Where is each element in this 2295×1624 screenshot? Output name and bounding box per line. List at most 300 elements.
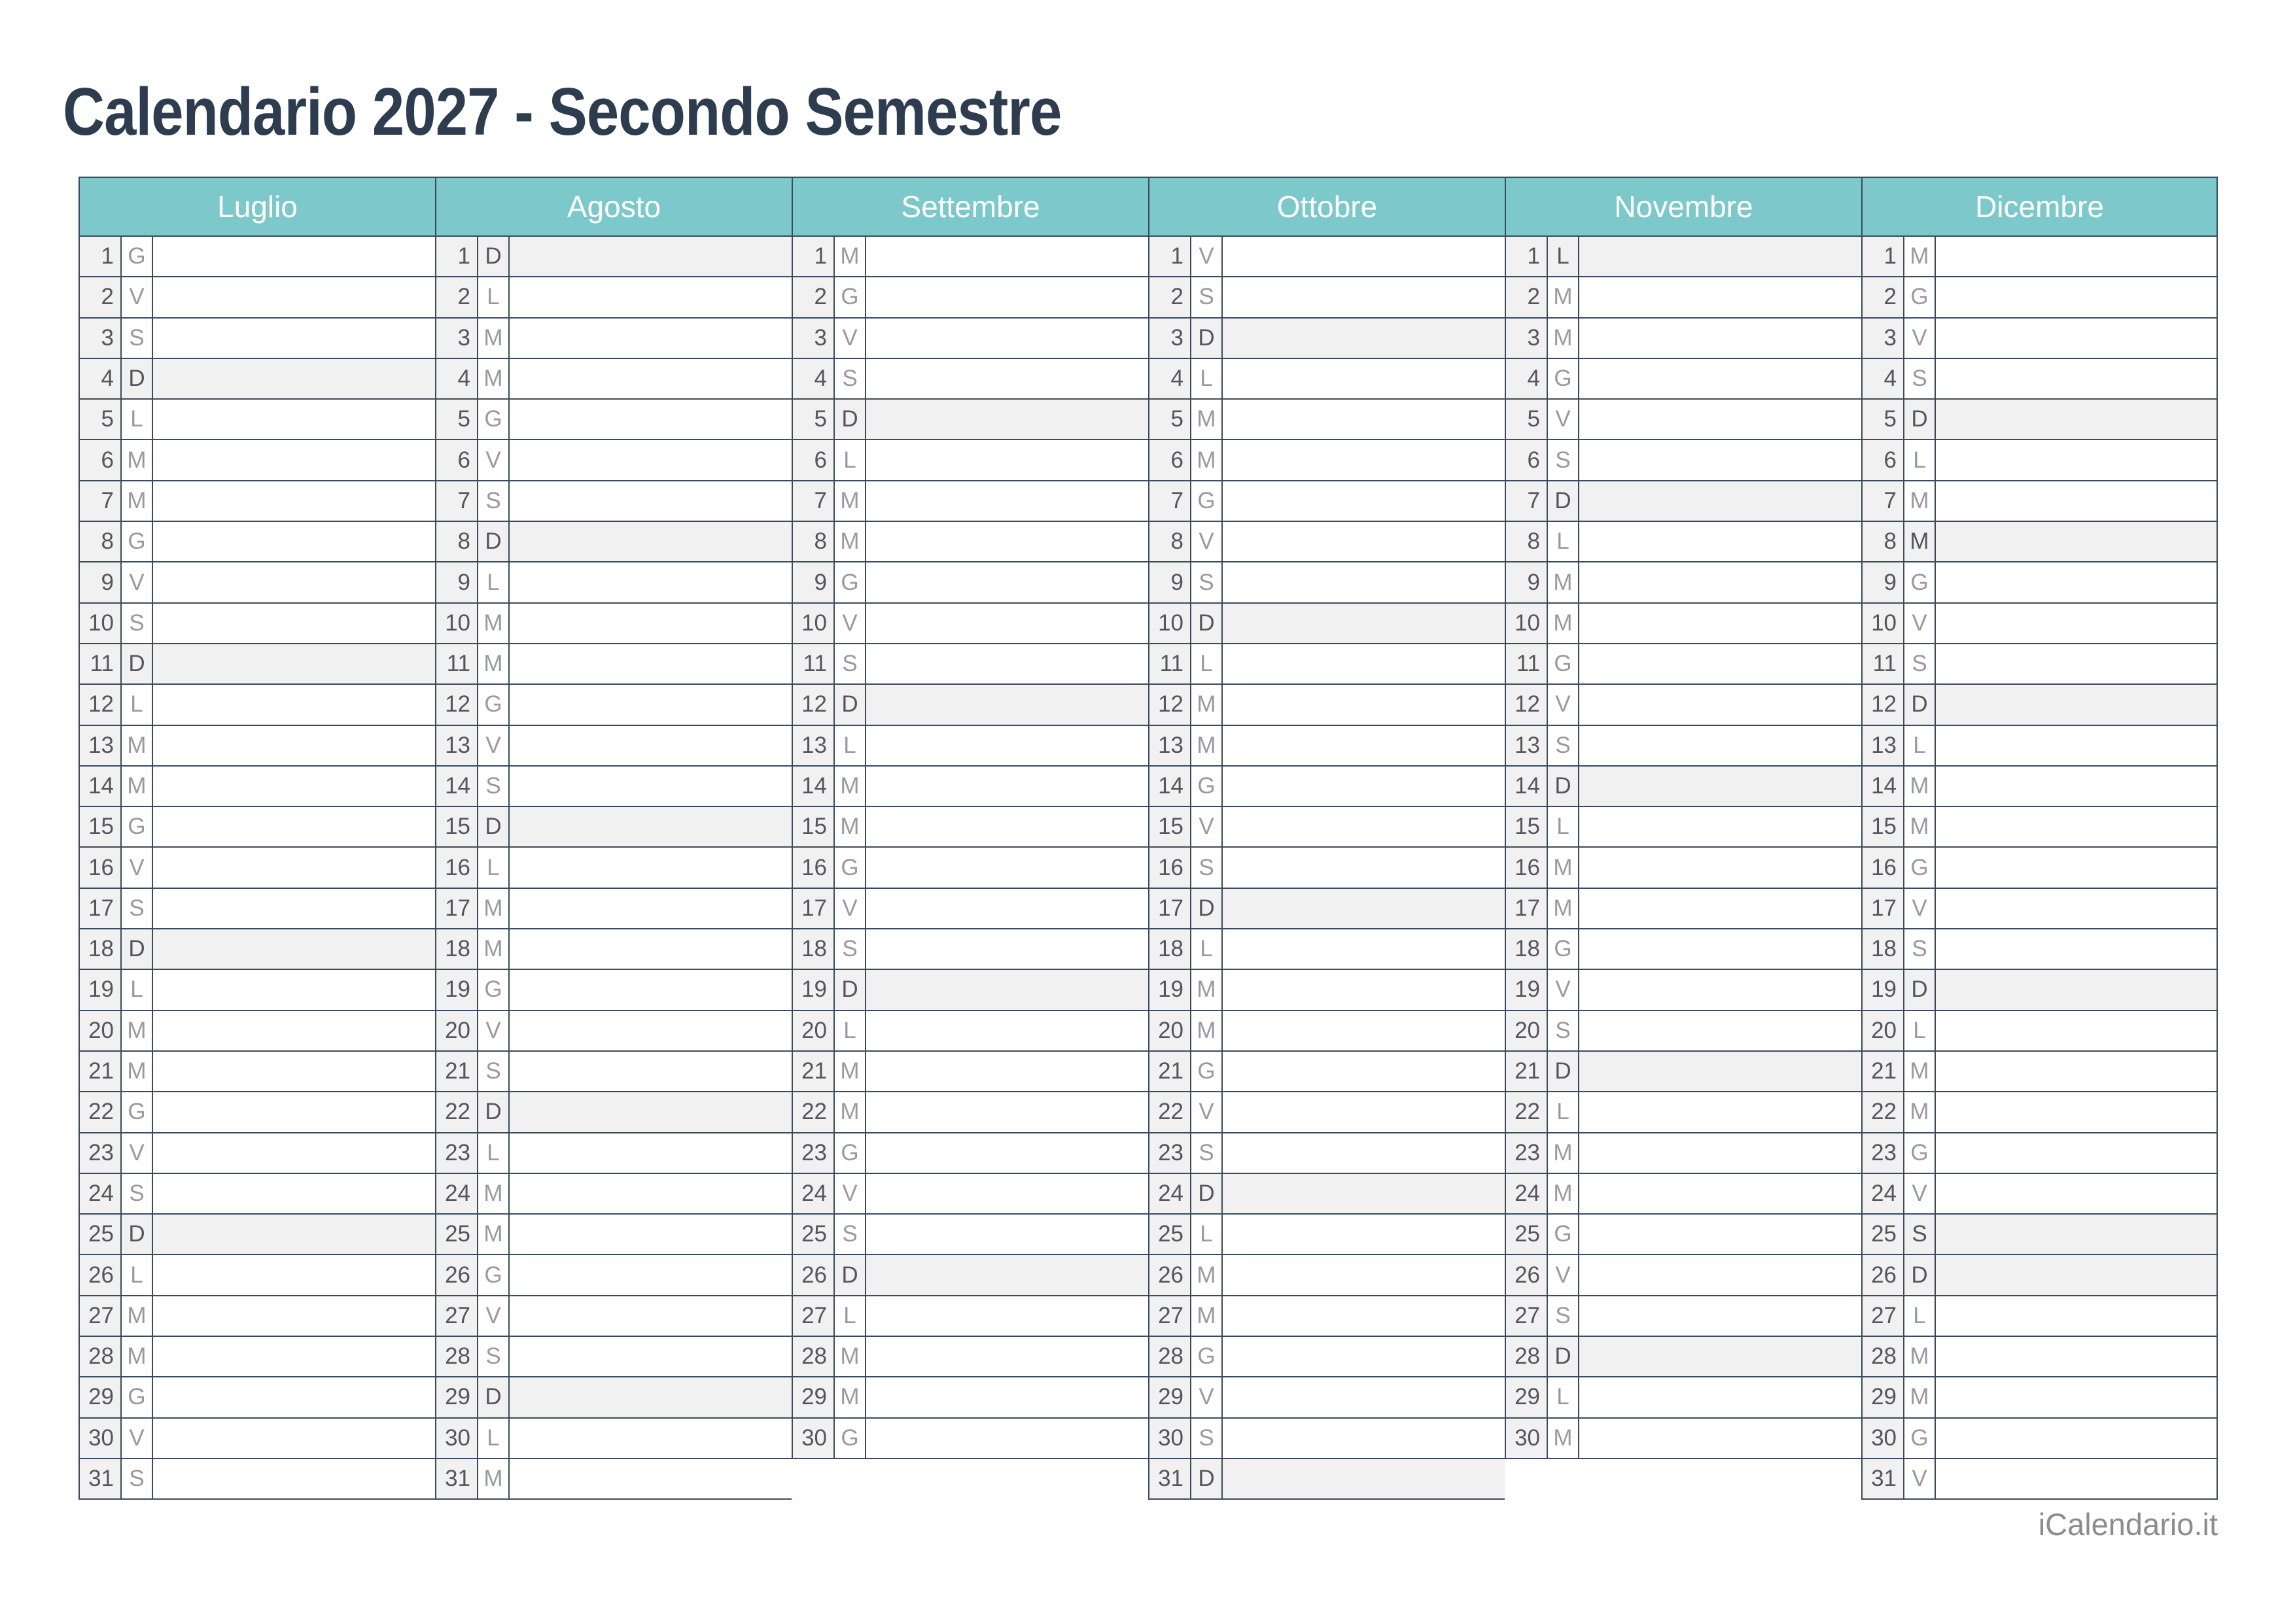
day-note-area	[153, 604, 435, 643]
month-header: Ottobre	[1149, 177, 1505, 237]
day-number: 15	[1506, 807, 1548, 846]
day-note-area	[1936, 237, 2216, 276]
weekday-letter: V	[1904, 1459, 1936, 1498]
day-number: 9	[793, 562, 835, 602]
day-note-area	[1936, 1255, 2216, 1294]
day-row	[1863, 481, 2216, 522]
day-row	[80, 604, 435, 644]
day-number: 14	[436, 767, 478, 806]
day-number: 4	[80, 359, 122, 398]
weekday-letter: V	[478, 1011, 510, 1050]
weekday-letter: M	[835, 767, 866, 806]
day-number: 15	[80, 807, 122, 846]
day-row	[793, 237, 1148, 277]
day-note-area	[1579, 1215, 1861, 1254]
day-row	[1863, 726, 2216, 767]
day-number: 20	[793, 1011, 835, 1050]
day-number: 16	[436, 848, 478, 887]
day-note-area	[153, 1459, 435, 1498]
day-number: 18	[1863, 929, 1904, 969]
day-note-area	[1223, 277, 1505, 317]
weekday-letter: V	[1548, 970, 1579, 1009]
weekday-letter: S	[1191, 848, 1223, 887]
day-row	[1506, 1419, 1861, 1459]
day-note-area	[510, 685, 792, 724]
weekday-letter: G	[1191, 767, 1223, 806]
weekday-letter: G	[835, 848, 866, 887]
day-row-holiday	[1506, 1052, 1861, 1092]
day-note-area	[1936, 1296, 2216, 1336]
day-row	[1863, 767, 2216, 807]
day-note-area	[1579, 1011, 1861, 1050]
day-row	[436, 481, 792, 522]
weekday-letter: L	[1904, 1011, 1936, 1050]
day-note-area	[1223, 1215, 1505, 1254]
day-note-area	[1579, 237, 1861, 276]
day-row	[436, 1174, 792, 1215]
day-row	[1149, 644, 1505, 685]
day-row	[793, 889, 1148, 929]
day-note-area	[866, 237, 1148, 276]
weekday-letter: V	[1904, 604, 1936, 643]
weekday-letter: V	[1191, 237, 1223, 276]
day-note-area	[1579, 277, 1861, 317]
weekday-letter: L	[1548, 237, 1579, 276]
day-row-holiday	[436, 807, 792, 848]
month-header: Dicembre	[1863, 177, 2216, 237]
day-note-area	[866, 970, 1148, 1009]
day-row	[793, 848, 1148, 888]
day-note-area	[866, 1337, 1148, 1376]
day-row	[1149, 1337, 1505, 1377]
weekday-letter: D	[1904, 400, 1936, 439]
day-number: 8	[1863, 522, 1904, 561]
day-note-area	[1579, 440, 1861, 479]
weekday-letter: L	[478, 277, 510, 317]
day-number: 8	[1506, 522, 1548, 561]
day-number: 1	[80, 237, 122, 276]
day-number: 20	[436, 1011, 478, 1050]
day-note-area	[866, 1419, 1148, 1458]
day-number: 1	[436, 237, 478, 276]
day-row	[80, 1337, 435, 1377]
day-row	[793, 726, 1148, 767]
day-number: 28	[1863, 1337, 1904, 1376]
day-number: 29	[1149, 1377, 1191, 1417]
weekday-letter: S	[1548, 440, 1579, 479]
day-row	[80, 277, 435, 318]
weekday-letter: M	[478, 1459, 510, 1498]
weekday-letter: M	[122, 481, 153, 521]
day-note-area	[153, 1133, 435, 1173]
day-number: 30	[1863, 1419, 1904, 1458]
day-note-area	[1579, 970, 1861, 1009]
day-row	[1149, 848, 1505, 888]
day-note-area	[153, 481, 435, 521]
month-column-novembre	[1505, 177, 1861, 1459]
day-note-area	[510, 970, 792, 1009]
weekday-letter: V	[1904, 889, 1936, 928]
day-number: 16	[80, 848, 122, 887]
weekday-letter: M	[1191, 970, 1223, 1009]
day-row-holiday	[793, 685, 1148, 725]
day-number: 10	[793, 604, 835, 643]
weekday-letter: S	[835, 1215, 866, 1254]
day-row	[1149, 1419, 1505, 1459]
weekday-letter: L	[835, 440, 866, 479]
day-note-area	[1579, 1296, 1861, 1336]
day-note-area	[1223, 237, 1505, 276]
day-row-holiday	[1863, 400, 2216, 440]
weekday-letter: G	[478, 1255, 510, 1294]
day-row	[793, 1296, 1148, 1337]
day-number: 28	[436, 1337, 478, 1376]
day-row	[1506, 1174, 1861, 1215]
month-column-luglio	[79, 177, 435, 1500]
day-note-area	[1936, 1011, 2216, 1050]
day-row	[1863, 1377, 2216, 1418]
day-row	[436, 400, 792, 440]
weekday-letter: L	[478, 1419, 510, 1458]
day-number: 23	[436, 1133, 478, 1173]
weekday-letter: M	[1548, 1133, 1579, 1173]
day-number: 23	[793, 1133, 835, 1173]
weekday-letter: S	[1191, 277, 1223, 317]
weekday-letter: M	[1191, 1011, 1223, 1050]
day-number: 6	[436, 440, 478, 479]
day-number: 29	[793, 1377, 835, 1417]
day-row-holiday	[1149, 604, 1505, 644]
day-number: 26	[80, 1255, 122, 1294]
weekday-letter: M	[122, 440, 153, 479]
day-row	[1149, 1052, 1505, 1092]
weekday-letter: G	[122, 237, 153, 276]
month-header: Settembre	[793, 177, 1148, 237]
day-row	[1506, 807, 1861, 848]
day-note-area	[1579, 1377, 1861, 1417]
day-row	[1149, 277, 1505, 318]
month-header: Novembre	[1506, 177, 1861, 237]
day-number: 27	[80, 1296, 122, 1336]
day-number: 5	[793, 400, 835, 439]
day-number: 11	[1863, 644, 1904, 683]
day-row	[1149, 1092, 1505, 1133]
weekday-letter: M	[1904, 1377, 1936, 1417]
weekday-letter: V	[835, 889, 866, 928]
day-row	[436, 929, 792, 970]
day-number: 20	[1506, 1011, 1548, 1050]
day-note-area	[1936, 1215, 2216, 1254]
day-row	[1863, 929, 2216, 970]
weekday-letter: S	[835, 644, 866, 683]
day-note-area	[866, 604, 1148, 643]
day-number: 27	[1506, 1296, 1548, 1336]
day-row	[793, 277, 1148, 318]
day-number: 2	[1149, 277, 1191, 317]
day-row	[1149, 1377, 1505, 1418]
weekday-letter: G	[1904, 1419, 1936, 1458]
day-row	[1149, 1011, 1505, 1052]
brand-watermark: iCalendario.it	[2038, 1507, 2218, 1542]
day-number: 15	[1149, 807, 1191, 846]
weekday-letter: V	[1548, 1255, 1579, 1294]
day-note-area	[153, 359, 435, 398]
weekday-letter: M	[478, 359, 510, 398]
day-row-holiday	[436, 522, 792, 562]
day-note-area	[1579, 400, 1861, 439]
day-number: 6	[1863, 440, 1904, 479]
day-note-area	[153, 1174, 435, 1213]
day-row	[1149, 1133, 1505, 1174]
day-number: 8	[80, 522, 122, 561]
day-row	[793, 562, 1148, 603]
weekday-letter: S	[478, 767, 510, 806]
day-row	[793, 1377, 1148, 1418]
day-row	[80, 400, 435, 440]
day-note-area	[153, 1255, 435, 1294]
day-row	[1863, 848, 2216, 888]
weekday-letter: V	[1904, 1174, 1936, 1213]
day-number: 4	[1149, 359, 1191, 398]
weekday-letter: M	[835, 1377, 866, 1417]
day-note-area	[1936, 929, 2216, 969]
day-number: 6	[793, 440, 835, 479]
day-row	[80, 685, 435, 725]
day-note-area	[153, 277, 435, 317]
day-note-area	[866, 1255, 1148, 1294]
day-row	[80, 562, 435, 603]
weekday-letter: G	[478, 970, 510, 1009]
day-number: 15	[793, 807, 835, 846]
weekday-letter: M	[1904, 1052, 1936, 1091]
weekday-letter: L	[1548, 1092, 1579, 1132]
day-row	[436, 726, 792, 767]
day-note-area	[1223, 644, 1505, 683]
day-note-area	[1579, 1092, 1861, 1132]
day-note-area	[153, 1337, 435, 1376]
weekday-letter: V	[1191, 522, 1223, 561]
day-note-area	[866, 929, 1148, 969]
weekday-letter: M	[1548, 604, 1579, 643]
day-row	[436, 889, 792, 929]
day-note-area	[510, 1174, 792, 1213]
weekday-letter: D	[1548, 767, 1579, 806]
day-row-holiday	[1149, 889, 1505, 929]
day-row	[1149, 522, 1505, 562]
day-note-area	[153, 237, 435, 276]
weekday-letter: D	[1904, 1255, 1936, 1294]
day-note-area	[1936, 889, 2216, 928]
day-row	[1506, 277, 1861, 318]
day-note-area	[866, 1133, 1148, 1173]
day-number: 23	[80, 1133, 122, 1173]
weekday-letter: V	[122, 848, 153, 887]
day-row	[793, 359, 1148, 400]
day-number: 14	[1149, 767, 1191, 806]
day-row	[436, 767, 792, 807]
day-row	[436, 970, 792, 1011]
weekday-letter: L	[835, 726, 866, 765]
day-row	[436, 1133, 792, 1174]
day-note-area	[1223, 726, 1505, 765]
day-note-area	[153, 929, 435, 969]
day-note-area	[866, 1296, 1148, 1336]
day-note-area	[153, 1011, 435, 1050]
day-row-holiday	[1506, 1337, 1861, 1377]
day-number: 2	[80, 277, 122, 317]
month-column-dicembre	[1861, 177, 2218, 1500]
weekday-letter: V	[835, 1174, 866, 1213]
day-note-area	[1936, 481, 2216, 521]
day-note-area	[1579, 359, 1861, 398]
day-note-area	[153, 1377, 435, 1417]
day-number: 24	[436, 1174, 478, 1213]
weekday-letter: D	[1904, 970, 1936, 1009]
day-row	[1506, 1296, 1861, 1337]
weekday-letter: M	[1548, 848, 1579, 887]
weekday-letter: S	[835, 359, 866, 398]
day-row	[436, 319, 792, 359]
month-header: Luglio	[80, 177, 435, 237]
weekday-letter: G	[1548, 1215, 1579, 1254]
day-row-holiday	[80, 359, 435, 400]
weekday-letter: M	[122, 767, 153, 806]
day-row	[80, 1255, 435, 1296]
day-note-area	[510, 1377, 792, 1417]
day-note-area	[1223, 522, 1505, 561]
day-note-area	[1223, 1419, 1505, 1458]
day-number: 13	[1863, 726, 1904, 765]
weekday-letter: D	[1548, 1337, 1579, 1376]
day-note-area	[510, 319, 792, 358]
day-number: 27	[793, 1296, 835, 1336]
day-number: 19	[1863, 970, 1904, 1009]
day-row-holiday	[1149, 1459, 1505, 1500]
day-note-area	[1223, 1337, 1505, 1376]
day-note-area	[510, 807, 792, 846]
weekday-letter: D	[1191, 1459, 1223, 1498]
day-row-holiday	[1506, 767, 1861, 807]
day-number: 5	[1149, 400, 1191, 439]
day-row	[436, 1337, 792, 1377]
weekday-letter: S	[478, 1337, 510, 1376]
day-number: 24	[1506, 1174, 1548, 1213]
weekday-letter: G	[835, 562, 866, 602]
day-note-area	[510, 1419, 792, 1458]
day-row	[436, 848, 792, 888]
day-row	[436, 1459, 792, 1500]
weekday-letter: G	[122, 522, 153, 561]
weekday-letter: M	[835, 237, 866, 276]
day-row	[80, 319, 435, 359]
day-note-area	[866, 644, 1148, 683]
day-row	[80, 440, 435, 481]
weekday-letter: M	[835, 522, 866, 561]
day-note-area	[1223, 359, 1505, 398]
weekday-letter: L	[1191, 359, 1223, 398]
weekday-letter: G	[478, 400, 510, 439]
day-row	[1863, 604, 2216, 644]
day-row	[793, 481, 1148, 522]
weekday-letter: D	[478, 1092, 510, 1132]
weekday-letter: D	[1904, 685, 1936, 724]
weekday-letter: M	[835, 1337, 866, 1376]
weekday-letter: M	[122, 1052, 153, 1091]
day-number: 10	[1149, 604, 1191, 643]
weekday-letter: L	[1904, 1296, 1936, 1336]
day-number: 12	[1863, 685, 1904, 724]
day-note-area	[1936, 1133, 2216, 1173]
day-number: 15	[1863, 807, 1904, 846]
day-number: 25	[436, 1215, 478, 1254]
day-note-area	[153, 767, 435, 806]
day-note-area	[1579, 889, 1861, 928]
day-number: 16	[793, 848, 835, 887]
day-number: 2	[793, 277, 835, 317]
day-row	[80, 807, 435, 848]
day-row	[80, 1052, 435, 1092]
day-row-holiday	[1863, 522, 2216, 562]
weekday-letter: L	[1191, 929, 1223, 969]
weekday-letter: M	[1548, 277, 1579, 317]
day-row	[80, 1011, 435, 1052]
day-number: 30	[80, 1419, 122, 1458]
weekday-letter: D	[1548, 481, 1579, 521]
weekday-letter: D	[122, 1215, 153, 1254]
day-number: 5	[1506, 400, 1548, 439]
day-note-area	[1579, 807, 1861, 846]
weekday-letter: M	[478, 644, 510, 683]
day-number: 26	[436, 1255, 478, 1294]
day-row	[1863, 889, 2216, 929]
weekday-letter: S	[835, 929, 866, 969]
day-number: 11	[1149, 644, 1191, 683]
month-header: Agosto	[436, 177, 792, 237]
day-row	[436, 1011, 792, 1052]
day-number: 13	[793, 726, 835, 765]
day-note-area	[1223, 767, 1505, 806]
weekday-letter: M	[1904, 1337, 1936, 1376]
day-number: 14	[1506, 767, 1548, 806]
day-number: 25	[793, 1215, 835, 1254]
day-note-area	[866, 277, 1148, 317]
weekday-letter: L	[835, 1011, 866, 1050]
weekday-letter: G	[122, 1092, 153, 1132]
day-note-area	[1223, 685, 1505, 724]
day-row-holiday	[1506, 481, 1861, 522]
day-number: 29	[80, 1377, 122, 1417]
day-note-area	[866, 1377, 1148, 1417]
day-row	[1863, 1011, 2216, 1052]
day-note-area	[1223, 1011, 1505, 1050]
day-number: 27	[1149, 1296, 1191, 1336]
day-number: 26	[793, 1255, 835, 1294]
weekday-letter: M	[835, 1052, 866, 1091]
day-note-area	[1936, 562, 2216, 602]
day-number: 8	[1149, 522, 1191, 561]
day-row	[80, 522, 435, 562]
weekday-letter: M	[122, 1337, 153, 1376]
day-number: 29	[1863, 1377, 1904, 1417]
day-number: 20	[80, 1011, 122, 1050]
day-note-area	[1579, 562, 1861, 602]
day-row-holiday	[1863, 1255, 2216, 1296]
day-row	[1863, 1419, 2216, 1459]
weekday-letter: D	[1191, 319, 1223, 358]
day-number: 1	[1506, 237, 1548, 276]
weekday-letter: V	[122, 1419, 153, 1458]
day-number: 22	[1506, 1092, 1548, 1132]
